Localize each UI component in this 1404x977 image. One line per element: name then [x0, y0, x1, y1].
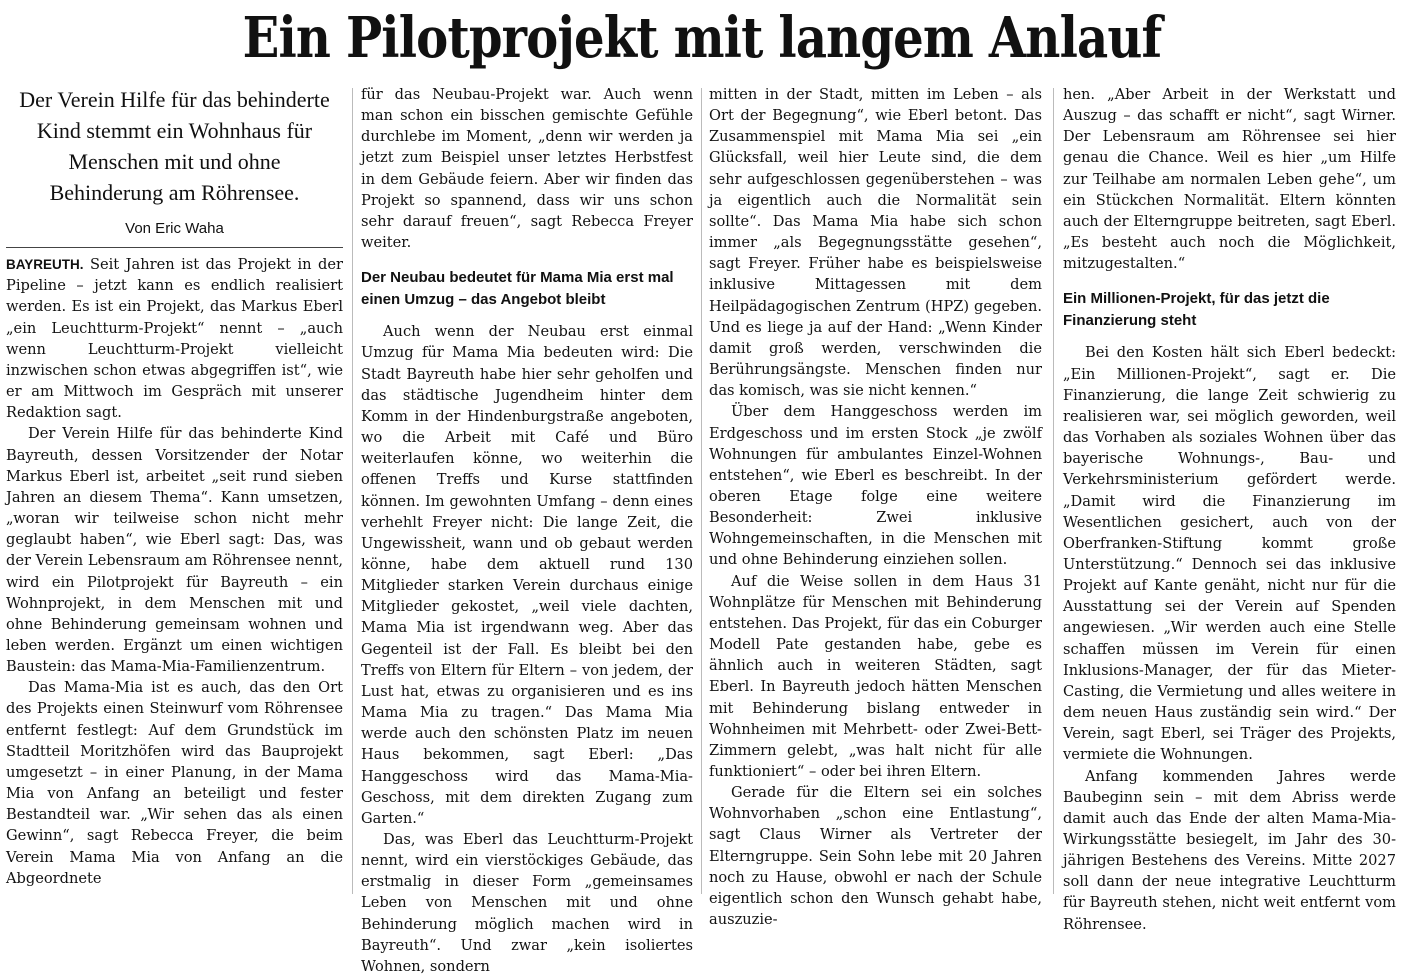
article-column-2 — [361, 84, 693, 975]
article-column-1 — [6, 84, 343, 892]
paragraph: Bei den Kosten hält sich Eberl bedeckt: „Ein Millionen-Projekt“, sagt er. Die Finanzierung, die lange Zeit schwierig zu realisieren war, sei möglich geworden, weil das Vorhaben als soziales Wohnen über das bayerische Wohnungs-, Bau- und Verkehrsministerium gefördert werde. „Damit wird die Finanzierung im Wesentlichen gesichert, auch von der Oberfranken-Stiftung kommt große Unterstützung.“ Dennoch sei das inklusive Projekt auf Kante genäht, nicht nur für die Ausstattung sei der Verein auf Spenden angewiesen. „Wir werden auch eine Stelle schaffen müssen im Verein für einen Inklusions-Manager, der für das Mieter-Casting, die Vermietung und alles weitere in dem neuen Haus zuständig sein wird.“ Der Verein, sagt Eberl, sei Träger des Projekts, vermiete die Wohnungen. — [1063, 344, 1396, 764]
subheading: Ein Millionen-Projekt, für das jetzt die Finanzierung steht — [1063, 290, 1330, 330]
paragraph — [6, 254, 343, 423]
paragraph: Auch wenn der Neubau erst einmal Umzug für Mama Mia bedeuten wird: Die Stadt Bayreuth habe hier sehr geholfen und das städtische Jugendheim hinter dem Komm in der Hindenburgstraße angeboten, wo die Arbeit mit Café und Büro weiterlaufen könne, wo weiterhin die offenen Treffs und Kurse stattfinden können. Im gewohnten Umfang – denn eines verhehlt Freyer nicht: Die lange Zeit, die Ungewissheit, wann und ob gebaut werden könne, habe dem aktuell rund 130 Mitglieder starken Verein durchaus einige Mitglieder gekostet, „weil viele dachten, Mama Mia ist irgendwann weg. Aber das Gegenteil ist der Fall. Es bleibt bei den Treffs von Eltern für Eltern – von jedem, der Lust hat, etwas zu organisieren und es ins Mama Mia zu tragen.“ Das Mama Mia werde auch den schönsten Platz im neuen Haus bekommen, sagt Eberl: „Das Hanggeschoss wird das Mama-Mia-Geschoss, mit dem direkten Zugang zum Garten.“ — [361, 323, 693, 827]
column-divider — [1053, 88, 1054, 894]
article-column-4 — [1063, 84, 1396, 933]
paragraph: Der Verein Hilfe für das behinderte Kind Bayreuth, dessen Vorsitzender der Notar Markus Eberl ist, arbeitet „seit rund sieben Jahren an diesem Thema“. Kann umsetzen, „woran wir teilweise schon nicht mehr geglaubt haben“, wie Eberl sagt: Das, was der Verein Lebensraum am Röhrensee nennt, wird ein Pilotprojekt für Bayreuth – ein Wohnprojekt, in dem Menschen mit und ohne Behinderung gemeinsam wohnen und leben werden. Ergänzt um einen wichtigen Baustein: das Mama-Mia-Familienzentrum. — [6, 425, 343, 676]
paragraph: Über dem Hanggeschoss werden im Erdgeschoss und im ersten Stock „je zwölf Wohnungen für ambulantes Einzel-Wohnen entstehen“, wie Eberl es beschreibt. In der oberen Etage folge eine weitere Besonderheit: Zwei inklusive Wohngemeinschaften, in die Menschen mit und ohne Behinderung einziehen sollen. — [709, 403, 1042, 569]
paragraph: Auf die Weise sollen in dem Haus 31 Wohnplätze für Menschen mit Behinderung entstehen. Das Projekt, für das ein Coburger Modell Pate gestanden habe, gebe es ähnlich auch in weiteren Städten, sagt Eberl. In Bayreuth jedoch hätten Menschen mit Behinderung bislang entweder in Wohnheimen mit Mehrbett- oder Zwei-Bett-Zimmern gelebt, „was halt nicht für alle funktioniert“ – oder bei ihren Eltern. — [709, 572, 1042, 780]
column-divider — [352, 88, 353, 894]
dateline: BAYREUTH. — [6, 257, 84, 273]
article-column-3 — [709, 84, 1042, 929]
article-headline: Ein Pilotprojekt mit langem Anlauf — [242, 5, 1162, 71]
article-byline: Von Eric Waha — [6, 218, 343, 248]
paragraph: Das Mama-Mia ist es auch, das den Ort des Projekts einen Steinwurf vom Röhrensee entfernt festlegt: Auf dem Grundstück im Stadtteil Moritzhöfen wird das Bauprojekt umgesetzt – in einer Planung, in der Mama Mia von Anfang an beteiligt und fester Bestandteil war. „Wir sehen das als einen Gewinn“, sagt Rebecca Freyer, die beim Verein Mama Mia von Anfang an die Abgeordnete — [6, 679, 343, 887]
paragraph-text: Seit Jahren ist das Projekt in der Pipeline – jetzt kann es endlich realisiert werden. Es ist ein Projekt, das Markus Eberl „ein Leuchtturm-Projekt“ nennt – „auch wenn Leuchtturm-Projekt vielleicht inzwischen schon etwas abgegriffen ist“, wie er am Mittwoch im Gespräch mit unserer Redaktion sagt. — [6, 256, 343, 422]
paragraph: für das Neubau-Projekt war. Auch wenn man schon ein bisschen gemischte Gefühle durchlebe im Moment, „denn wir werden ja jetzt zum Beispiel unser letztes Herbstfest in dem Gebäude feiern. Aber wir finden das Projekt so spannend, dass wir uns schon sehr darauf freuen“, sagt Rebecca Freyer weiter. — [361, 86, 693, 252]
article-intro: Der Verein Hilfe für das behinderte Kind stemmt ein Wohnhaus für Menschen mit und ohne Behinderung am Röhrensee. — [19, 87, 330, 205]
paragraph: hen. „Aber Arbeit in der Werkstatt und Auszug – das schafft er nicht“, sagt Wirner. Der Lebensraum am Röhrensee sei hier genau die Chance. Weil es hier „um Hilfe zur Teilhabe am normalen Leben gehe“, um ein Stückchen Normalität. Eltern könnten auch der Elterngruppe beitreten, sagt Eberl. „Es besteht auch noch die Möglichkeit, mitzugestalten.“ — [1063, 86, 1396, 273]
paragraph: Anfang kommenden Jahres werde Baubeginn sein – mit dem Abriss werde damit auch das Ende der alten Mama-Mia-Wirkungsstätte besiegelt, im Jahr des 30-jährigen Bestehens des Vereins. Mitte 2027 soll dann der neue integrative Leuchtturm für Bayreuth stehen, nicht weit entfernt vom Röhrensee. — [1063, 767, 1396, 933]
subheading: Der Neubau bedeutet für Mama Mia erst mal einen Umzug – das Angebot bleibt — [361, 269, 674, 309]
paragraph: mitten in der Stadt, mitten im Leben – als Ort der Begegnung“, wie Eberl betont. Das Zusammenspiel mit Mama Mia sei „ein Glücksfall, weil hier Leute sind, die dem sehr aufgeschlossen gegenüberstehen – was ja eigentlich auch die Normalität sein sollte“. Das Mama Mia habe sich schon immer „als Begegnungsstätte gesehen“, sagt Freyer. Früher habe es beispielsweise inklusive Mittagessen mit dem Heilpädagogischen Zentrum (HPZ) gegeben. Und es liege ja auf der Hand: „Wenn Kinder damit groß werden, verschwinden die Berührungsängste. Menschen finden nur das komisch, was sie nicht kennen.“ — [709, 86, 1042, 400]
paragraph: Gerade für die Eltern sei ein solches Wohnvorhaben „schon eine Entlastung“, sagt Claus Wirner als Vertreter der Elterngruppe. Sein Sohn lebe mit 20 Jahren noch zu Hause, obwohl er nach der Schule eigentlich schon den Wunsch gehabt habe, auszuzie- — [709, 784, 1042, 929]
column-divider — [701, 88, 702, 894]
paragraph: Das, was Eberl das Leuchtturm-Projekt nennt, wird ein vierstöckiges Gebäude, das erstmalig in dieser Form „gemeinsames Leben von Menschen mit und ohne Behinderung möglich machen wird in Bayreuth“. Und zwar „kein isoliertes Wohnen, sondern — [361, 831, 693, 975]
